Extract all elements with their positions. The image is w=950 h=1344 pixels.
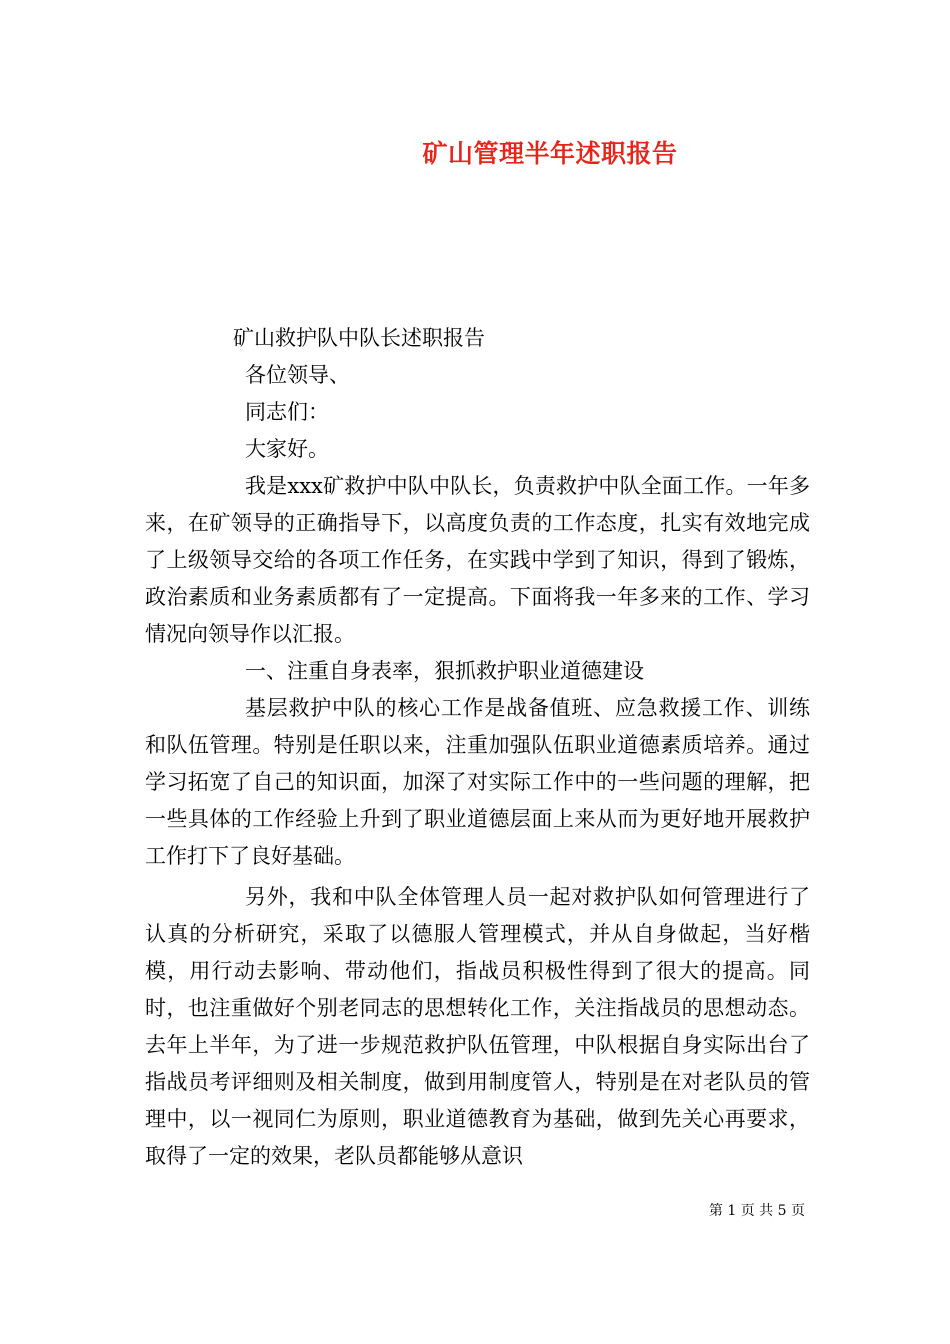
section-heading: 一、注重自身表率，狠抓救护职业道德建设: [245, 659, 644, 683]
document-body: [145, 320, 810, 1175]
greeting-line: 各位领导、: [245, 363, 350, 387]
greeting-line: 大家好。: [245, 437, 329, 461]
body-paragraph: 基层救护中队的核心工作是战备值班、应急救援工作、训练和队伍管理。特别是任职以来，注重加强队伍职业道德素质培养。通过学习拓宽了自己的知识面，加深了对实际工作中的一些问题的理解，把一些具体的工作经验上升到了职业道德层面上来从而为更好地开展救护工作打下了良好基础。: [145, 696, 810, 868]
body-paragraph: 我是xxx矿救护中队中队长，负责救护中队全面工作。一年多来，在矿领导的正确指导下，以高度负责的工作态度，扎实有效地完成了上级领导交给的各项工作任务，在实践中学到了知识，得到了锻炼，政治素质和业务素质都有了一定提高。下面将我一年多来的工作、学习情况向领导作以汇报。: [145, 474, 810, 646]
document-title: 矿山管理半年述职报告: [422, 139, 678, 168]
greeting-line: 同志们：: [245, 400, 329, 424]
body-paragraph: 另外，我和中队全体管理人员一起对救护队如何管理进行了认真的分析研究，采取了以德服人管理模式，并从自身做起，当好楷模，用行动去影响、带动他们，指战员积极性得到了很大的提高。同时，也注重做好个别老同志的思想转化工作，关注指战员的思想动态。去年上半年，为了进一步规范救护队伍管理，中队根据自身实际出台了指战员考评细则及相关制度，做到用制度管人，特别是在对老队员的管理中，以一视同仁为原则，职业道德教育为基础，做到先关心再要求，取得了一定的效果，老队员都能够从意识: [145, 885, 810, 1168]
report-subtitle: 矿山救护队中队长述职报告: [233, 326, 485, 350]
page-number-footer: 第 1 页 共 5 页: [708, 1203, 805, 1219]
